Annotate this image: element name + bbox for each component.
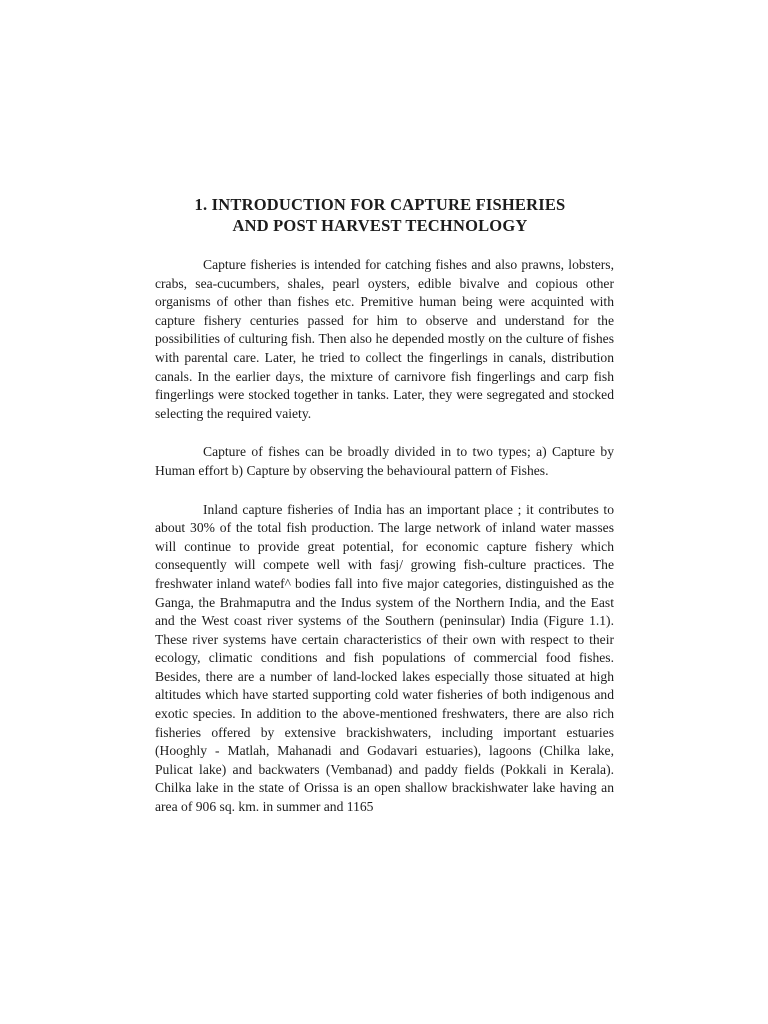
chapter-title-line-2: AND POST HARVEST TECHNOLOGY bbox=[232, 216, 528, 235]
chapter-title bbox=[140, 194, 620, 236]
paragraph-inland-fisheries: Inland capture fisheries of India has an important place ; it contributes to about 30% of the total fish production. The large network of inland water masses will continue to provide great potential, for economic capture fishery which consequently will compete well with fasj/ growing fish-culture practices. The freshwater inland watef^ bodies fall into five major categories, distinguished as the Ganga, the Brahmaputra and the Indus system of the Northern India, and the East and the West coast river systems of the Southern (peninsular) India (Figure 1.1). These river systems have certain characteristics of their own with respect to their ecology, climatic conditions and fish populations of commercial food fishes. Besides, there are a number of land-locked lakes especially those situated at high altitudes which have started supporting cold water fisheries of both indigenous and exotic species. In addition to the above-mentioned freshwaters, there are also rich fisheries offered by extensive brackishwaters, including important estuaries (Hooghly - Matlah, Mahanadi and Godavari estuaries), lagoons (Chilka lake, Pulicat lake) and backwaters (Vembanad) and paddy fields (Pokkali in Kerala). Chilka lake in the state of Orissa is an open shallow brackishwater lake having an area of 906 sq. km. in summer and 1165 bbox=[155, 501, 614, 815]
chapter-title-line-1: 1. INTRODUCTION FOR CAPTURE FISHERIES bbox=[194, 195, 566, 214]
body-text bbox=[155, 256, 614, 837]
paragraph-capture-types: Capture of fishes can be broadly divided in to two types; a) Capture by Human effort b) Capture by observing the behavioural pattern of Fishes. bbox=[155, 444, 614, 478]
paragraph-capture-fisheries: Capture fisheries is intended for catching fishes and also prawns, lobsters, crabs, sea-cucumbers, shales, pearl oysters, edible bivalve and copious other organisms of other than fishes etc. Premitive human being were acquinted with capture fishery centuries passed for him to observe and understand for the possibilities of culturing fish. Then also he depended mostly on the culture of fishes with parental care. Later, he tried to collect the fingerlings in canals, distribution canals. In the earlier days, the mixture of carnivore fish fingerlings and carp fish fingerlings were stocked together in tanks. Later, they were segregated and stocked selecting the required vaiety. bbox=[155, 257, 614, 421]
